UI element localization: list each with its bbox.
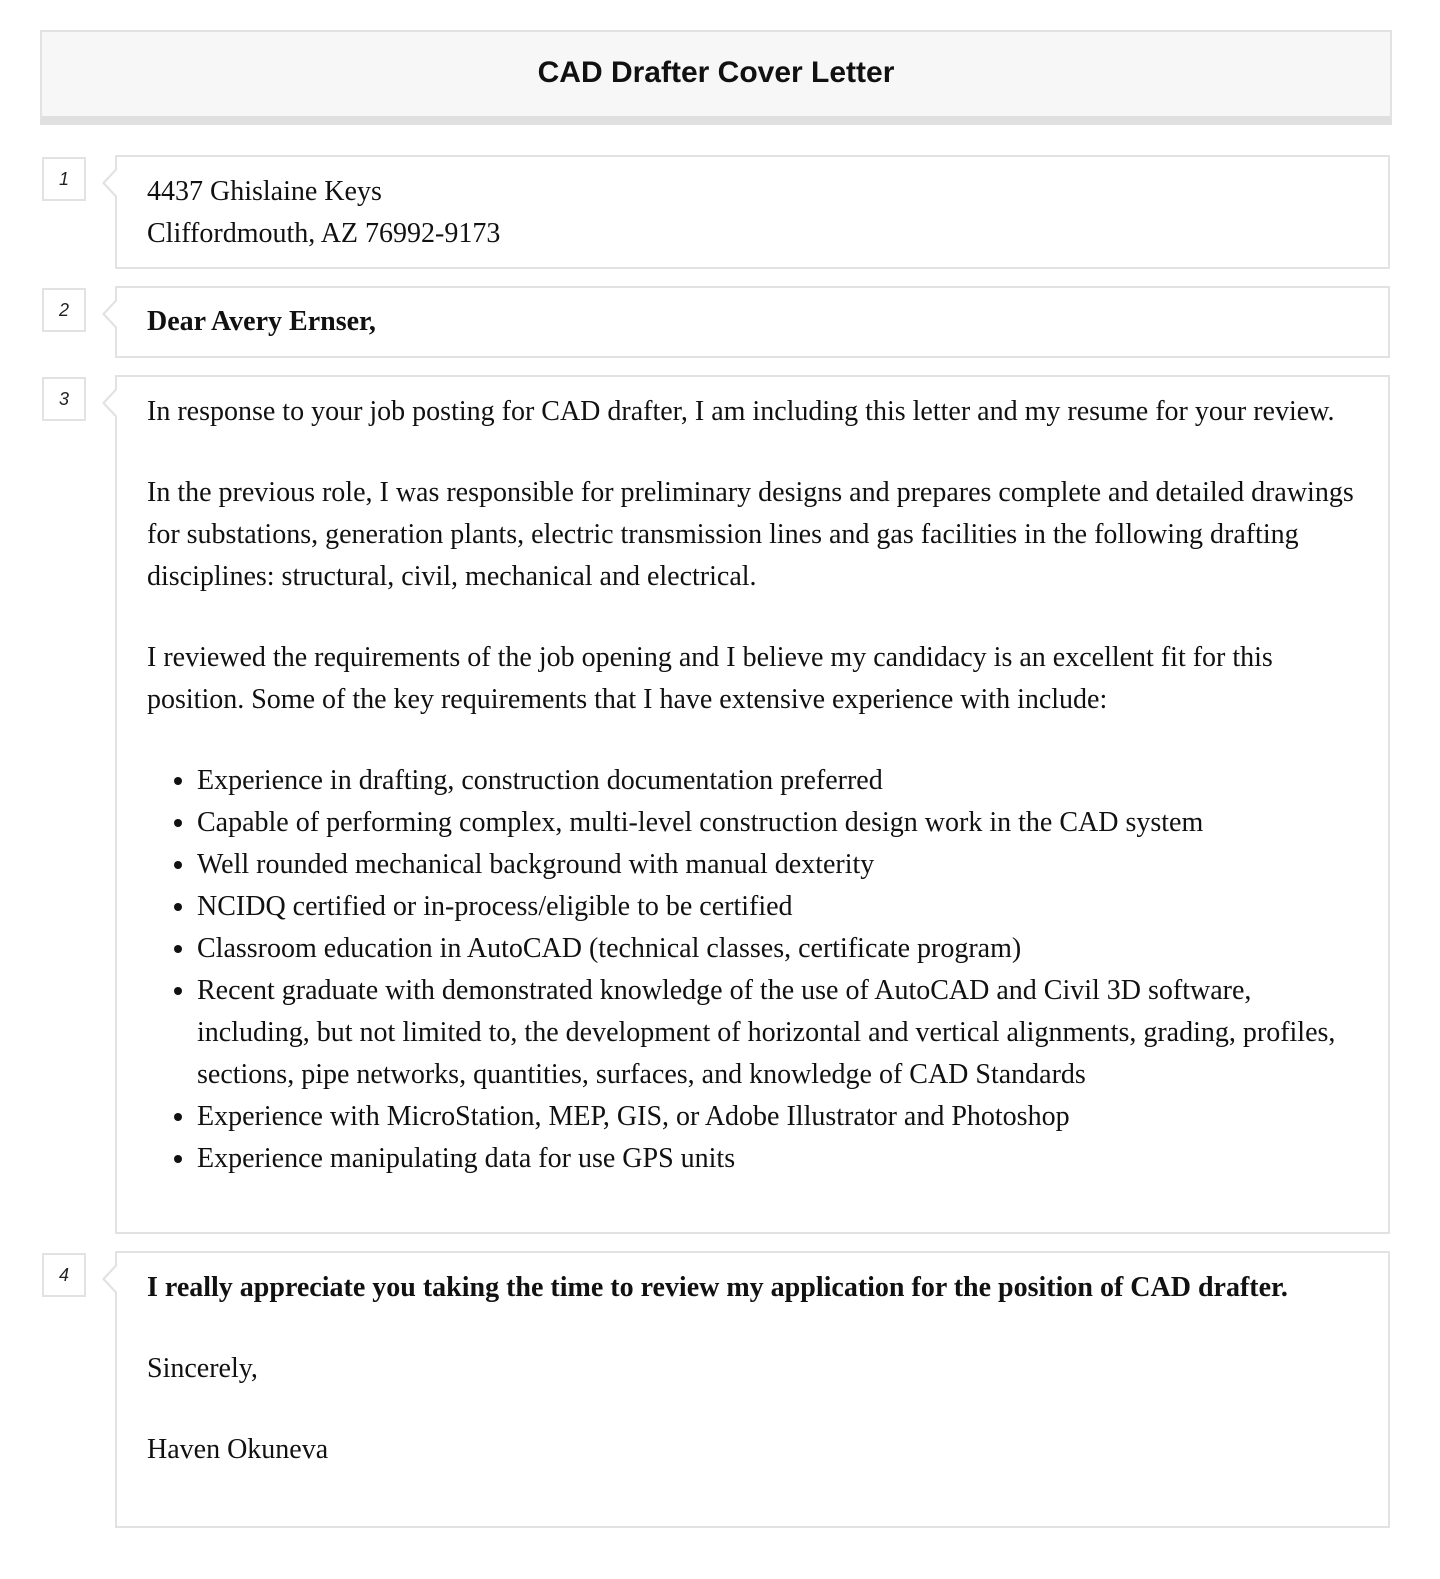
section-box xyxy=(115,286,1390,358)
section-number: 3 xyxy=(42,377,86,421)
section-number: 1 xyxy=(42,157,86,201)
section-number: 2 xyxy=(42,288,86,332)
section-box xyxy=(115,1251,1390,1528)
page-title: CAD Drafter Cover Letter xyxy=(537,56,895,89)
closing-statement: I really appreciate you taking the time to review my application for the position of CAD drafter. xyxy=(147,1272,1288,1303)
list-item: • Capable of performing complex, multi-level construction design work in the CAD system xyxy=(197,802,1358,844)
list-item: • Experience with MicroStation, MEP, GIS, or Adobe Illustrator and Photoshop xyxy=(197,1096,1358,1138)
greeting: Dear Avery Ernser, xyxy=(147,306,376,337)
signature-name: Haven Okuneva xyxy=(147,1434,329,1465)
list-item: • Well rounded mechanical background with manual dexterity xyxy=(197,844,1358,886)
body-paragraph-3: I reviewed the requirements of the job opening and I believe my candidacy is an excellent fit for this position. Some of the key requirements that I have extensive experience with include: xyxy=(147,642,1273,715)
list-item: • Experience in drafting, construction documentation preferred xyxy=(197,760,1358,802)
body-paragraph-1: In response to your job posting for CAD drafter, I am including this letter and my resume for your review. xyxy=(147,396,1335,427)
list-item: • Experience manipulating data for use GPS units xyxy=(197,1138,1358,1180)
section-number: 4 xyxy=(42,1253,86,1297)
list-item: • NCIDQ certified or in-process/eligible to be certified xyxy=(197,886,1358,928)
address-line-2: Cliffordmouth, AZ 76992-9173 xyxy=(147,218,501,249)
body-paragraph-2: In the previous role, I was responsible for preliminary designs and prepares complete and detailed drawings for substations, generation plants, electric transmission lines and gas facilities in the following drafting disciplines: structural, civil, mechanical and electrical. xyxy=(147,477,1354,592)
list-item: • Recent graduate with demonstrated knowledge of the use of AutoCAD and Civil 3D software, including, but not limited to, the development of horizontal and vertical alignments, grading, profiles, sections, pipe networks, quantities, surfaces, and knowledge of CAD Standards xyxy=(197,970,1358,1096)
requirements-list xyxy=(147,760,1358,1180)
address-line-1: 4437 Ghislaine Keys xyxy=(147,176,382,207)
section-box xyxy=(115,155,1390,269)
list-item: • Classroom education in AutoCAD (technical classes, certificate program) xyxy=(197,928,1358,970)
page-header xyxy=(40,30,1392,125)
sign-off: Sincerely, xyxy=(147,1353,258,1384)
section-box xyxy=(115,375,1390,1234)
